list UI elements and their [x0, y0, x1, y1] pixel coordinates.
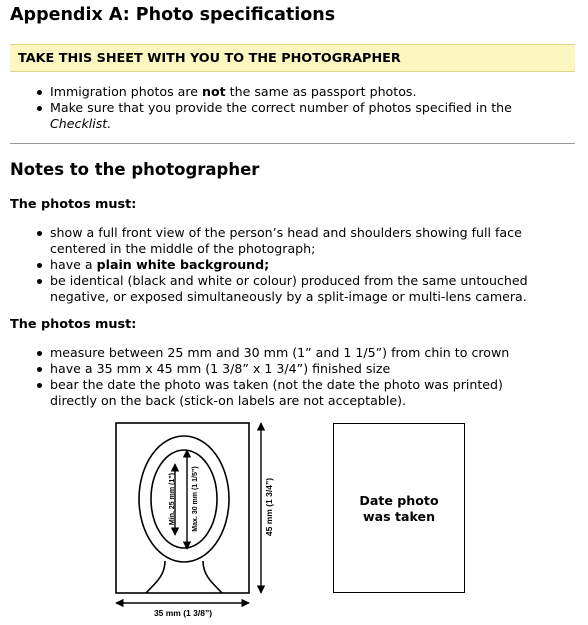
group1-heading: The photos must: [10, 197, 137, 212]
list-item: have a 35 mm x 45 mm (1 3/8” x 1 3/4”) finished size [33, 361, 578, 377]
photo-width-label: 35 mm (1 3/8”) [153, 608, 213, 618]
max-length-label: Max. 30 mm (1 1/5”) [192, 466, 199, 532]
section-title: Notes to the photographer [10, 160, 260, 179]
list-item: have a plain white background; [33, 257, 578, 273]
list-item: Immigration photos are not the same as passport photos. [33, 84, 578, 100]
group2-heading: The photos must: [10, 317, 137, 332]
plain-white-background: plain white background; [96, 257, 270, 272]
emphasis-not: not [202, 84, 226, 99]
checklist-reference: Checklist. [50, 116, 112, 131]
date-label-line1: Date photo [359, 493, 439, 508]
list-item: bear the date the photo was taken (not the date the photo was printed) directly on the back (stick-on labels are not acceptable). [33, 377, 578, 409]
min-length-label: Min. 25 mm (1”) [169, 472, 176, 526]
list-item: be identical (black and white or colour) produced from the same untouched negative, or exposed simultaneously by a split-image or multi-lens camera. [33, 273, 578, 305]
appendix-title: Appendix A: Photo specifications [10, 5, 336, 25]
date-label-line2: was taken [362, 509, 436, 524]
list-item: Make sure that you provide the correct number of photos specified in the Checklist. [33, 100, 578, 132]
list-item: measure between 25 mm and 30 mm (1” and 1 1/5”) from chin to crown [33, 345, 578, 361]
photo-height-label: 45 mm (1 3/4”) [264, 477, 274, 537]
banner-text: TAKE THIS SHEET WITH YOU TO THE PHOTOGRAPHER [18, 51, 401, 66]
photo-back-box [333, 423, 465, 593]
list-item: show a full front view of the person’s head and shoulders showing full face centered in the middle of the photograph; [33, 225, 578, 257]
